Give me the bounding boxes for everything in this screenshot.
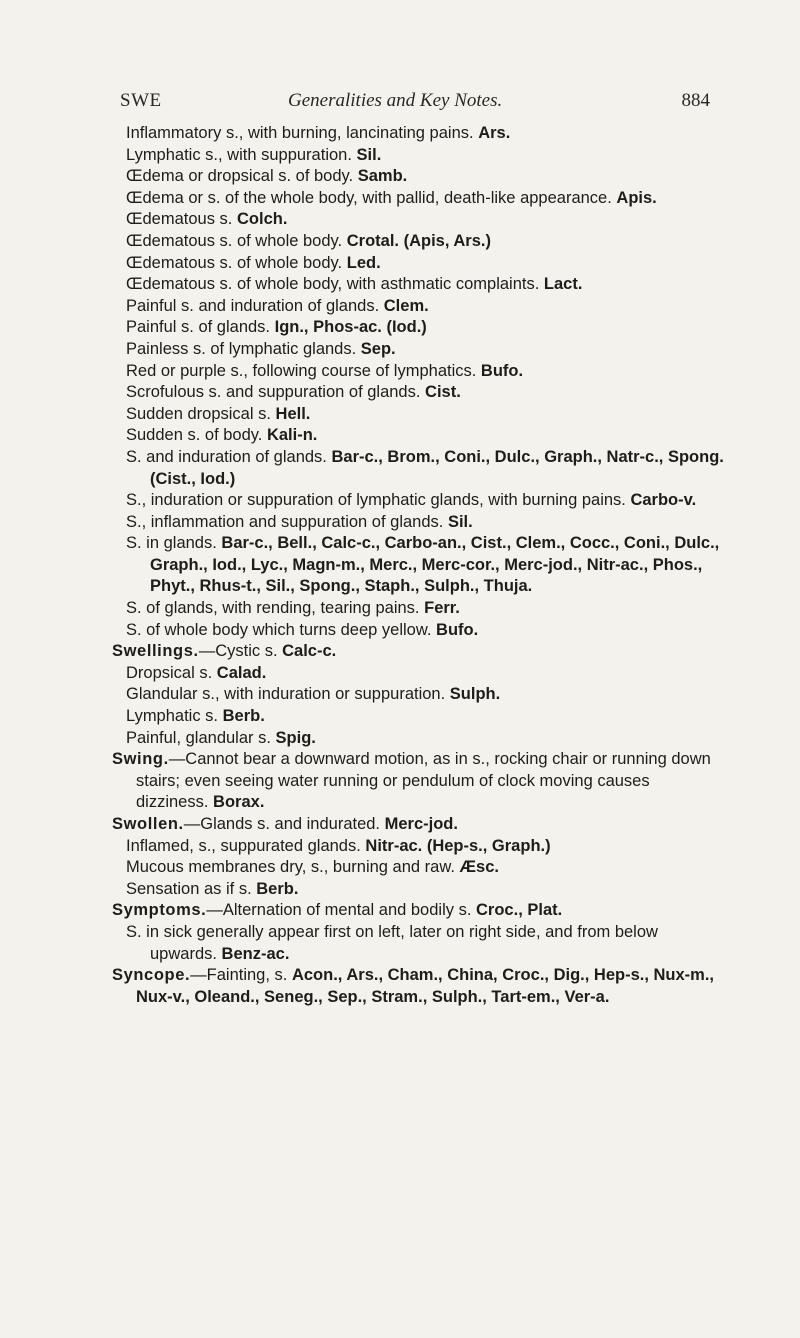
rubric-text: Inflamed, s., suppurated glands. <box>126 836 361 855</box>
sub-rubric-entry <box>126 490 726 512</box>
rubric-text: Œdema or dropsical s. of body. <box>126 167 354 186</box>
remedy-list: Lact. <box>543 275 583 294</box>
rubric-text: Painless s. of lymphatic glands. <box>126 339 357 358</box>
sub-rubric-entry <box>126 231 726 253</box>
remedy-list: Bufo. <box>436 620 479 639</box>
rubric-text: Inflammatory s., with burning, lancinating pains. <box>126 124 474 142</box>
remedy-list: Merc-jod. <box>384 815 458 833</box>
remedy-list: Crotal. (Apis, Ars.) <box>346 231 491 250</box>
rubric-text: —Cannot bear a downward motion, as in s., rocking chair or running down stairs; even seeing water running or pendulum of clock moving causes dizziness. <box>136 750 711 812</box>
rubric-text: S. of glands, with rending, tearing pains. <box>126 599 420 618</box>
rubric-text: Red or purple s., following course of lymphatics. <box>126 361 477 380</box>
sub-rubric-entry <box>126 447 726 490</box>
remedy-list: Cist. <box>425 383 461 402</box>
remedy-list: Calc-c. <box>282 642 337 661</box>
repertory-entries <box>112 123 726 1008</box>
remedy-list: Samb. <box>357 167 408 186</box>
remedy-list: Spig. <box>275 728 316 747</box>
rubric-text: —Glands s. and indurated. <box>183 815 381 833</box>
remedy-list: Æsc. <box>459 858 499 877</box>
sub-rubric-entry <box>126 339 726 361</box>
remedy-list: Berb. <box>222 707 265 726</box>
rubric-heading: Symptoms. <box>112 901 207 920</box>
remedy-list: Hell. <box>275 404 311 423</box>
remedy-list: Benz-ac. <box>221 944 290 963</box>
sub-rubric-entry <box>126 296 726 318</box>
rubric-heading: Swing. <box>112 750 169 769</box>
remedy-list: Nitr-ac. (Hep-s., Graph.) <box>365 836 551 855</box>
header-title: Generalities and Key Notes. <box>288 90 503 111</box>
sub-rubric-entry <box>126 253 726 275</box>
sub-rubric-entry <box>126 512 726 534</box>
remedy-list: Led. <box>346 253 381 272</box>
sub-rubric-entry <box>126 663 726 685</box>
rubric-text: —Alternation of mental and bodily s. <box>206 901 472 920</box>
sub-rubric-entry <box>126 857 726 879</box>
rubric-text: Sensation as if s. <box>126 879 252 898</box>
remedy-list: Colch. <box>236 210 288 229</box>
rubric-entry <box>112 900 726 922</box>
rubric-text: Dropsical s. <box>126 663 213 682</box>
sub-rubric-entry <box>126 533 726 598</box>
rubric-text: Painful s. of glands. <box>126 318 271 337</box>
rubric-text: —Cystic s. <box>198 642 278 661</box>
rubric-text: S. and induration of glands. <box>126 447 327 466</box>
rubric-text: S., inflammation and suppuration of glands. <box>126 512 444 531</box>
sub-rubric-entry <box>126 684 726 706</box>
remedy-list: Sil. <box>447 512 473 531</box>
rubric-entry <box>112 641 726 663</box>
rubric-entry <box>112 814 726 836</box>
remedy-list: Acon., Ars., Cham., China, Croc., Dig., Hep-s., Nux-m., Nux-v., Oleand., Seneg., Sep., Stram., Sulph., Tart-em., Ver-a. <box>136 966 714 1006</box>
sub-rubric-entry <box>126 598 726 620</box>
rubric-text: S. in glands. <box>126 534 217 553</box>
rubric-heading: Syncope. <box>112 966 191 985</box>
remedy-list: Clem. <box>383 296 429 315</box>
rubric-text: Œdematous s. of whole body, with asthmatic complaints. <box>126 275 540 294</box>
remedy-list: Sep. <box>360 339 396 358</box>
sub-rubric-entry <box>126 922 726 965</box>
remedy-list: Kali-n. <box>266 426 318 445</box>
rubric-text: S. of whole body which turns deep yellow. <box>126 620 432 639</box>
remedy-list: Croc., Plat. <box>476 901 563 920</box>
rubric-entry <box>112 749 726 814</box>
rubric-text: —Fainting, s. <box>190 966 288 985</box>
rubric-entry <box>112 965 726 1008</box>
remedy-list: Ign., Phos-ac. (Iod.) <box>274 318 427 337</box>
sub-rubric-entry <box>126 361 726 383</box>
rubric-text: Painful, glandular s. <box>126 728 271 747</box>
sub-rubric-entry <box>126 404 726 426</box>
remedy-list: Ferr. <box>424 599 460 618</box>
sub-rubric-entry <box>126 209 726 231</box>
sub-rubric-entry <box>126 188 726 210</box>
sub-rubric-entry <box>126 382 726 404</box>
rubric-text: S. in sick generally appear first on left, later on right side, and from below upwards. <box>126 922 658 963</box>
sub-rubric-entry <box>126 836 726 858</box>
sub-rubric-entry <box>126 145 726 167</box>
remedy-list: Berb. <box>256 879 299 898</box>
remedy-list: Bar-c., Brom., Coni., Dulc., Graph., Natr-c., Spong. (Cist., Iod.) <box>150 447 724 488</box>
remedy-list: Calad. <box>216 663 267 682</box>
rubric-text: Œdematous s. of whole body. <box>126 253 343 272</box>
remedy-list: Sil. <box>356 145 382 164</box>
sub-rubric-entry <box>126 879 726 901</box>
sub-rubric-entry <box>126 274 726 296</box>
sub-rubric-entry <box>126 706 726 728</box>
header-section-word: SWE <box>120 90 162 111</box>
rubric-text: S., induration or suppuration of lymphatic glands, with burning pains. <box>126 491 626 510</box>
rubric-text: Œdema or s. of the whole body, with pallid, death-like appearance. <box>126 188 612 207</box>
remedy-list: Borax. <box>213 793 265 812</box>
sub-rubric-entry <box>126 728 726 750</box>
remedy-list: Apis. <box>616 188 657 207</box>
rubric-text: Sudden dropsical s. <box>126 404 271 423</box>
sub-rubric-entry <box>126 317 726 339</box>
running-header <box>120 90 710 116</box>
rubric-text: Painful s. and induration of glands. <box>126 296 380 315</box>
remedy-list: Carbo-v. <box>630 491 697 510</box>
rubric-heading: Swellings. <box>112 642 199 661</box>
remedy-list: Bufo. <box>480 361 524 380</box>
rubric-text: Glandular s., with induration or suppuration. <box>126 685 446 704</box>
remedy-list: Bar-c., Bell., Calc-c., Carbo-an., Cist., Clem., Cocc., Coni., Dulc., Graph., Iod., Lyc., Magn-m., Merc., Merc-cor., Merc-jod., Nitr-ac., Phos., Phyt., Rhus-t., Sil., Spong., Staph., Sulph., Thuja. <box>150 534 720 596</box>
rubric-text: Scrofulous s. and suppuration of glands. <box>126 383 421 402</box>
sub-rubric-entry <box>126 425 726 447</box>
rubric-text: Lymphatic s., with suppuration. <box>126 145 352 164</box>
remedy-list: Sulph. <box>449 685 501 704</box>
sub-rubric-entry <box>126 620 726 642</box>
rubric-text: Œdematous s. of whole body. <box>126 231 343 250</box>
sub-rubric-entry <box>126 166 726 188</box>
rubric-heading: Swollen. <box>112 815 184 833</box>
rubric-text: Mucous membranes dry, s., burning and raw. <box>126 858 455 877</box>
remedy-list: Ars. <box>478 124 511 142</box>
rubric-text: Œdematous s. <box>126 210 233 229</box>
rubric-text: Sudden s. of body. <box>126 426 263 445</box>
page-number: 884 <box>681 90 710 111</box>
sub-rubric-entry <box>126 123 726 145</box>
rubric-text: Lymphatic s. <box>126 707 219 726</box>
